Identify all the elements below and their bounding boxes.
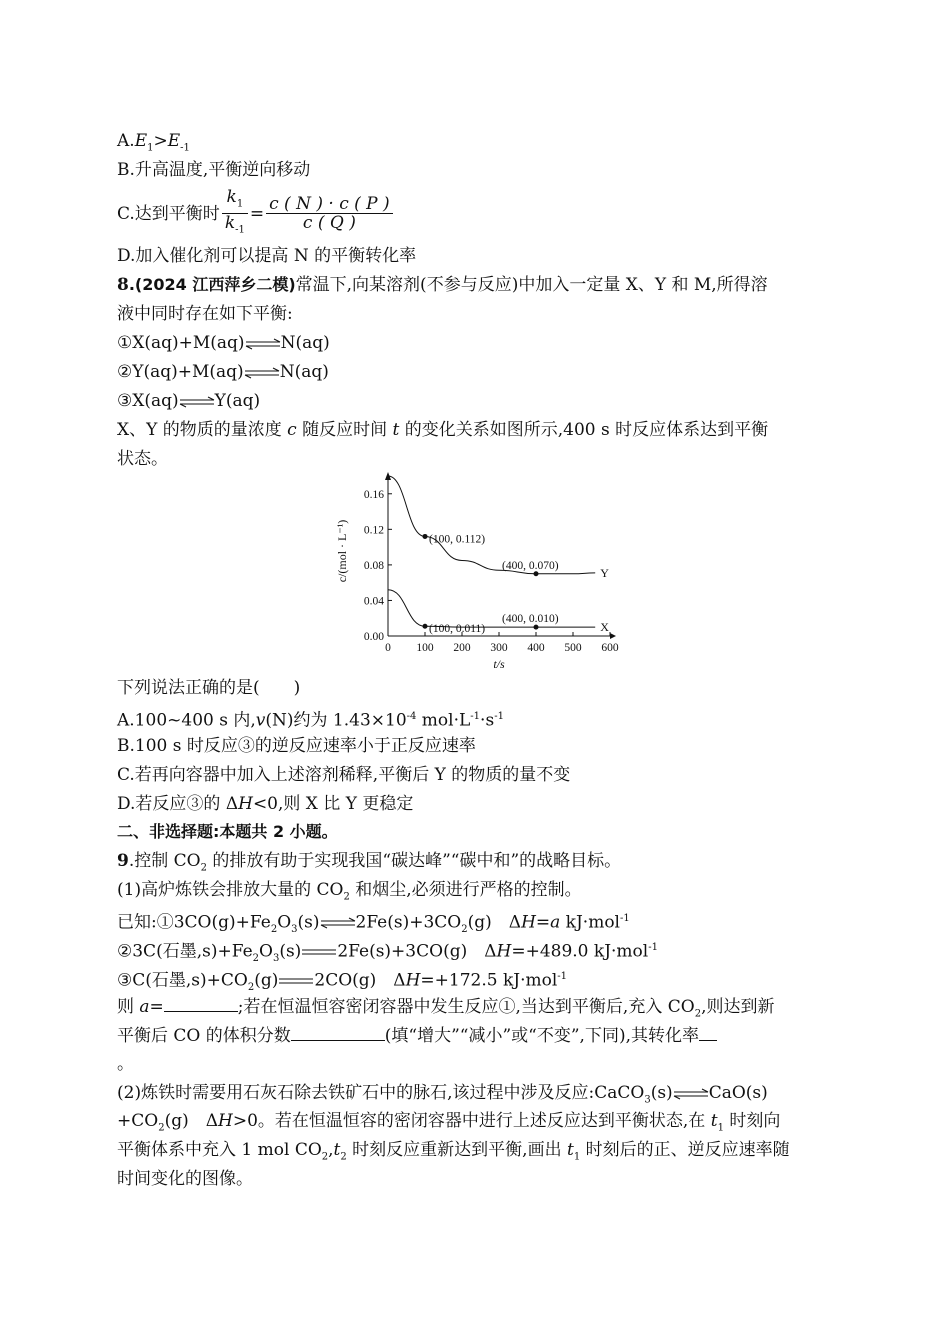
fraction-k (222, 188, 248, 240)
y-axis-label: c/(mol · L⁻¹) (335, 519, 349, 583)
var-a: a (139, 997, 150, 1017)
x-tick-label: 0 (385, 642, 391, 654)
equation-left: ③X(aq) (117, 391, 179, 411)
equation-left: ①X(aq)+M(aq) (117, 333, 245, 353)
equation-right: Y(aq) (214, 391, 261, 411)
text: (g) (254, 970, 279, 991)
text: 平衡后 CO 的体积分数 (117, 1026, 291, 1046)
q7-option-d: D.加入催化剂可以提高 N 的平衡转化率 (117, 246, 417, 266)
text: (填“增大”“减小”或“不变”,下同),其转化率 (384, 1026, 699, 1046)
text: (N)约为 1.43×10 (265, 710, 407, 731)
data-point (423, 624, 428, 629)
text: 的变化关系如图所示,400 s 时反应体系达到平衡 (399, 420, 769, 440)
var-a: a (550, 912, 561, 933)
subscript: 2 (694, 1008, 702, 1020)
text: = (149, 997, 164, 1017)
y-tick-label: 0.00 (363, 631, 384, 643)
q8-description-line2: 状态。 (117, 449, 168, 469)
equation-left: ②Y(aq)+M(aq) (117, 362, 244, 382)
equilibrium-arrow-icon (673, 1088, 709, 1100)
x-tick-label: 400 (527, 642, 545, 654)
series-line-y (388, 476, 595, 574)
equilibrium-arrow-icon (320, 917, 356, 929)
subscript: 2 (247, 982, 255, 994)
equilibrium-arrow-icon (244, 367, 280, 379)
subscript: 2 (343, 891, 350, 903)
data-point-label: (100, 0.011) (429, 623, 486, 636)
q9-part1 (117, 879, 582, 908)
superscript: -1 (494, 711, 504, 722)
question-text: 常温下,向某溶剂(不参与反应)中加入一定量 X、Y 和 M,所得溶 (295, 275, 768, 295)
subscript: 3 (291, 924, 298, 936)
equilibrium-arrow-icon (245, 338, 281, 350)
var-t: t (566, 1140, 574, 1160)
q9-stem (117, 850, 621, 879)
text: 已知:①3CO(g)+Fe (117, 912, 271, 933)
equation-right: N(aq) (280, 333, 330, 353)
text: (1)高炉炼铁会排放大量的 CO (117, 880, 344, 900)
text: D.若反应③的 Δ (117, 794, 239, 814)
var-h: H (218, 1111, 233, 1131)
q8-question: 下列说法正确的是( ) (117, 678, 301, 698)
text: 平衡体系中充入 1 mol CO (117, 1140, 322, 1160)
equilibrium-arrow-icon (179, 396, 215, 408)
x-tick-label: 200 (453, 642, 471, 654)
fraction-c (266, 195, 393, 232)
text: A.100~400 s 内, (117, 710, 256, 731)
text: 时刻反应重新达到平衡,画出 (346, 1140, 567, 1160)
option-text: C.达到平衡时 (117, 203, 220, 224)
y-tick-label: 0.16 (363, 488, 384, 501)
q8-option-d (117, 793, 413, 815)
q8-description-line1 (117, 419, 768, 441)
q9-fill-line2 (117, 1024, 717, 1047)
text: X、Y 的物质的量浓度 (117, 420, 288, 440)
text: mol·L (416, 710, 471, 731)
text: ③C(石墨,s)+CO (117, 970, 248, 991)
superscript: -1 (470, 711, 481, 722)
subscript: 2 (158, 1122, 165, 1134)
operator: = (249, 203, 265, 224)
var-t: t (333, 1140, 341, 1160)
text: ,则达到新 (701, 997, 775, 1017)
series-label-y: Y (600, 565, 609, 580)
question-number: 9 (117, 851, 129, 871)
text: (g) Δ (164, 1111, 219, 1131)
q9-part2-line4: 时间变化的图像。 (117, 1169, 253, 1189)
text: (2)炼铁时需要用石灰石除去铁矿石中的脉石,该过程中涉及反应:CaCO (117, 1083, 645, 1103)
option-label: A. (117, 131, 135, 151)
text: (s) (297, 912, 320, 933)
subscript: 1 (717, 1122, 724, 1134)
subscript: 2 (340, 1151, 347, 1163)
var-h: H (405, 970, 421, 991)
var-h: H (496, 941, 512, 962)
reaction-equals-icon (301, 946, 337, 958)
superscript: -1 (557, 971, 568, 982)
subscript: 1 (573, 1151, 581, 1163)
superscript: -4 (406, 711, 417, 722)
q8-equation-3 (117, 390, 260, 412)
subscript: 2 (200, 862, 207, 874)
answer-blank-volume-fraction[interactable] (291, 1024, 385, 1041)
y-tick-label: 0.12 (363, 524, 384, 537)
var-h: H (238, 794, 253, 814)
subscript: -1 (235, 224, 245, 236)
subscript: 2 (252, 953, 260, 965)
data-point (423, 534, 428, 539)
q9-fill-line3: 。 (117, 1054, 134, 1074)
text: (s) (650, 1083, 673, 1103)
q8-equation-1 (117, 332, 330, 354)
var-t: t (392, 420, 400, 440)
text: O (277, 912, 292, 933)
answer-blank-conversion[interactable] (699, 1024, 717, 1041)
text: (s) (279, 941, 302, 962)
text: 随反应时间 (296, 420, 393, 440)
answer-blank-a[interactable] (164, 995, 238, 1012)
subscript: 3 (272, 953, 280, 965)
text: 的排放有助于实现我国“碳达峰”“碳中和”的战略目标。 (206, 851, 622, 871)
var-t: t (710, 1111, 718, 1131)
data-point (534, 625, 539, 630)
var-v: v (255, 710, 266, 731)
y-tick-label: 0.08 (363, 559, 384, 572)
var-k: k (226, 187, 237, 207)
data-point-label: (100, 0.112) (429, 533, 486, 546)
denominator: c ( Q ) (302, 213, 356, 234)
text: ;若在恒温恒容密闭容器中发生反应①,当达到平衡后,充入 CO (237, 997, 695, 1017)
q7-option-b: B.升高温度,平衡逆向移动 (117, 160, 311, 180)
text: ②3C(石墨,s)+Fe (117, 941, 253, 962)
x-tick-label: 500 (564, 642, 582, 654)
q7-option-a (117, 130, 190, 159)
text: >0。若在恒温恒容的密闭容器中进行上述反应达到平衡状态,在 (232, 1111, 711, 1131)
text: (g) Δ (467, 912, 522, 933)
subscript: 1 (147, 142, 154, 154)
text: =+172.5 kJ·mol (420, 970, 558, 991)
superscript: -1 (648, 942, 658, 953)
numerator: c ( N ) · c ( P ) (266, 195, 393, 214)
text: = (535, 912, 551, 933)
subscript: 1 (236, 198, 244, 210)
q8-stem-line1 (117, 274, 768, 296)
text: <0,则 X 比 Y 更稳定 (252, 794, 414, 814)
section-heading: 二、非选择题:本题共 2 小题。 (117, 822, 338, 841)
y-tick-label: 0.04 (363, 595, 384, 608)
q8-equation-2 (117, 361, 329, 383)
text: 时刻向 (723, 1111, 781, 1131)
equation-right: N(aq) (279, 362, 329, 382)
var-k: k (224, 213, 236, 234)
text: 和烟尘,必须进行严格的控制。 (349, 880, 582, 900)
reaction-equals-icon (278, 975, 314, 987)
chart-svg (330, 468, 630, 678)
text: ·s (480, 710, 495, 731)
q8-stem-line2: 液中同时存在如下平衡: (117, 304, 293, 324)
subscript: 2 (461, 924, 468, 936)
text: =+489.0 kJ·mol (511, 941, 649, 962)
x-tick-label: 600 (601, 642, 619, 654)
series-label-x: X (600, 620, 609, 635)
subscript: 2 (321, 1151, 329, 1163)
text: +CO (117, 1111, 159, 1131)
text: 2Fe(s)+3CO (355, 912, 462, 933)
var-h: H (521, 912, 536, 933)
q9-part2-line2 (117, 1110, 780, 1139)
text: , (328, 1140, 334, 1160)
q7-option-c (117, 188, 395, 240)
text: 时刻后的正、逆反应速率随 (580, 1140, 790, 1160)
text: .控制 CO (128, 851, 201, 871)
concentration-time-chart (330, 468, 630, 678)
var-e: E (167, 131, 181, 151)
subscript: 2 (270, 924, 278, 936)
data-point-label: (400, 0.070) (502, 559, 559, 572)
q9-fill-line1 (117, 995, 774, 1025)
text: kJ·mol (560, 912, 620, 933)
var-e: E (134, 131, 148, 151)
question-number: 8 (117, 275, 129, 295)
data-point (534, 571, 539, 576)
q8-option-b: B.100 s 时反应③的逆反应速率小于正反应速率 (117, 736, 476, 756)
text: 2Fe(s)+3CO(g) Δ (337, 941, 497, 962)
q9-part2-line3 (117, 1139, 790, 1168)
x-axis-arrow-icon (610, 633, 616, 639)
subscript: 3 (644, 1094, 651, 1106)
q8-option-a (117, 706, 504, 732)
q8-option-c: C.若再向容器中加入上述溶剂稀释,平衡后 Y 的物质的量不变 (117, 765, 571, 785)
text: CaO(s) (708, 1083, 768, 1103)
operator: > (153, 131, 168, 151)
var-c: c (287, 420, 297, 440)
series-line-x (388, 590, 595, 627)
x-tick-label: 300 (490, 642, 508, 654)
superscript: -1 (620, 913, 630, 924)
x-tick-label: 100 (416, 642, 434, 654)
data-point-label: (400, 0.010) (502, 613, 559, 626)
text: 2CO(g) Δ (314, 970, 406, 991)
subscript: -1 (180, 142, 190, 154)
x-axis-label: t/s (493, 657, 505, 671)
q9-part2-line1 (117, 1082, 768, 1111)
text: O (259, 941, 273, 962)
text: 则 (117, 997, 140, 1017)
question-source: .(2024 江西萍乡二模) (128, 275, 296, 294)
